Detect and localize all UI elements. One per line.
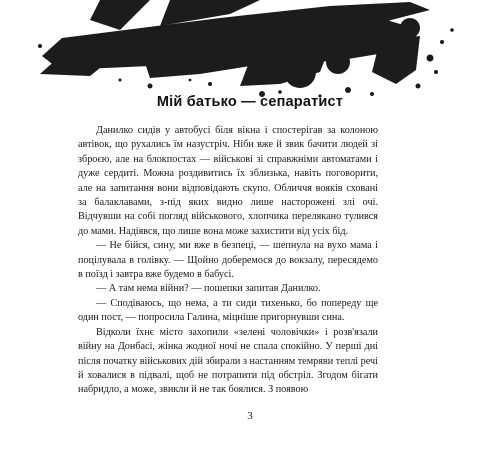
chapter-body <box>78 124 378 398</box>
paragraph: Данилко сидів у автобусі біля вікна і спостерігав за колоною автівок, що рухались їм назустріч. Ніби вже й звик бачити людей зі зброєю, але на блокпостах — військові зі справжніми автоматами і дуже сердиті. Можна роздивитись їх зблизька, навіть поговорити, але на запитання вони відповідають скупо. Обличчя вояків сховані за балаклавами, з-під яких видно лише насторожені злі очі. Відчувши на собі погляд військового, хлопчика перелякано тулився до мами. Надіявся, що лише вона може захистити від усіх бід. <box>78 125 378 237</box>
chapter-title: Мій батько — сепаратист <box>156 94 344 110</box>
paragraph: — А там нема війни? — пошепки запитав Данилко. <box>96 283 321 295</box>
paragraph: — Сподіваюсь, що нема, а ти сиди тихенько, бо попереду ще один пост, — попросила Галина, міцніше пригорнувши сина. <box>78 297 378 324</box>
ink-splash-decoration <box>0 0 500 100</box>
page-number: 3 <box>247 410 253 422</box>
paragraph: — Не бійся, сину, ми вже в безпеці, — шепнула на вухо мама і поцілувала в голівку. — Щойно доберемося до вокзалу, пересядемо в поїзд і завтра вже будемо в бабусі. <box>78 240 378 281</box>
paragraph: Відколи їхнє місто захопили «зелені чоловічки» і розв'язали війну на Донбасі, жінка жодної ночі не спала спокійно. У перші дні після початку військових дій збирали з настанням темряви теплі речі й ховалися в підвалі, щоб не потрапити під обстріл. Згодом бігати набридло, а може, звикли й не так боялися. З появою <box>78 326 378 396</box>
